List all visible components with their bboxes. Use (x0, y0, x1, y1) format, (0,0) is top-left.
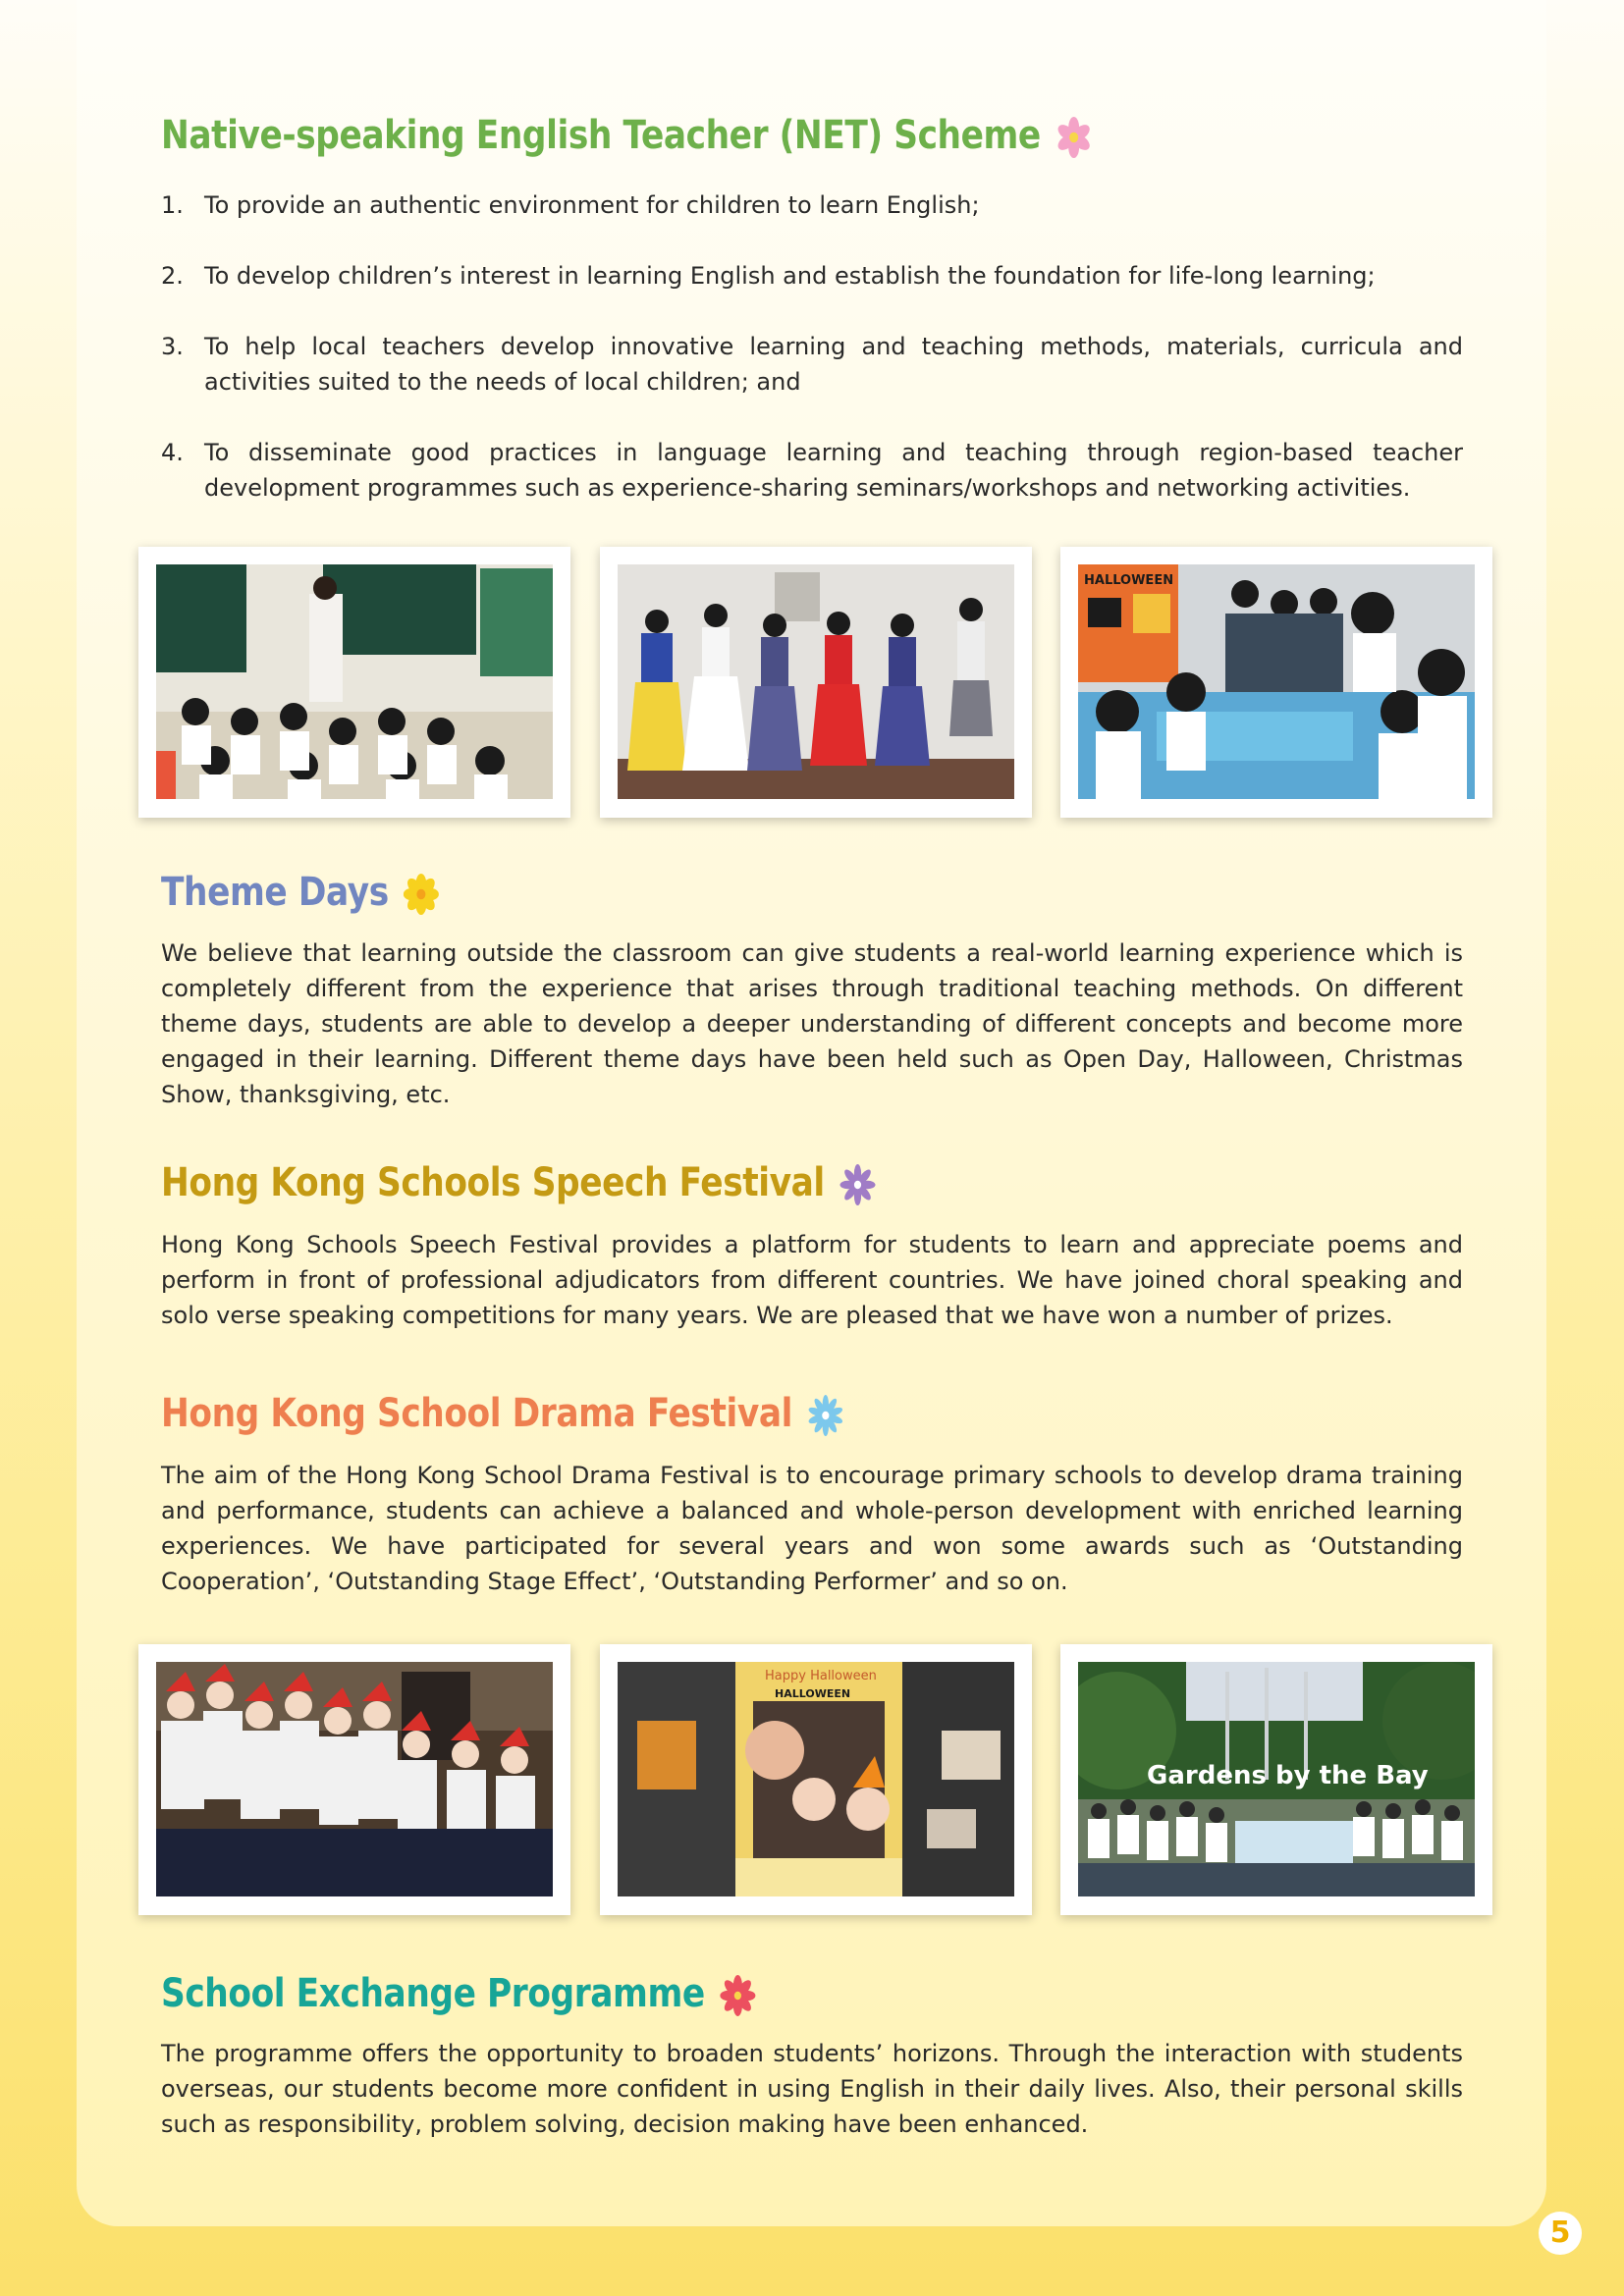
christmas-choir-photo (138, 1644, 570, 1915)
classroom-photo (138, 547, 570, 818)
net-objectives-list (161, 187, 1463, 506)
list-item (161, 258, 1463, 294)
list-item (161, 435, 1463, 506)
yellow-flower-icon (404, 874, 439, 915)
gardens-by-the-bay-photo (1060, 1644, 1492, 1915)
speech-festival-body: Hong Kong Schools Speech Festival provides a platform for students to learn and appreciate poems and perform in front of professional adjudicators from different countries. We have joined choral speaking and solo verse speaking competitions for many years. We are pleased that we have won a number of prizes. (161, 1231, 1463, 1329)
exchange-programme-body: The programme offers the opportunity to broaden students’ horizons. Through the interaction with students overseas, our students become more confident in using English in their daily lives. Also, their personal skills such as responsibility, problem solving, decision making have been enhanced. (161, 2040, 1463, 2138)
net-scheme-title-text: Native-speaking English Teacher (NET) Scheme (161, 113, 1041, 158)
drama-festival-title-text: Hong Kong School Drama Festival (161, 1391, 792, 1436)
list-item-number: 1. (161, 191, 184, 219)
purple-flower-icon (839, 1164, 875, 1205)
page-number: 5 (1539, 2212, 1582, 2255)
stage-performance-photo (600, 547, 1032, 818)
list-item (161, 329, 1463, 400)
frame-mid-text: HALLOWEEN (775, 1687, 851, 1700)
halloween-frame-photo (600, 1644, 1032, 1915)
list-item-text: To disseminate good practices in language learning and teaching through region-based teacher development programmes such as experience-sharing seminars/workshops and networking activities. (204, 439, 1463, 502)
drama-festival-title (161, 1391, 843, 1436)
exchange-programme-title-text: School Exchange Programme (161, 1971, 705, 2016)
list-item-number: 4. (161, 439, 184, 466)
gardens-sign-text: Gardens by the Bay (1147, 1761, 1429, 1790)
list-item-text: To develop children’s interest in learning English and establish the foundation for life-long learning; (204, 262, 1376, 290)
exchange-programme-title (161, 1971, 755, 2016)
pink-flower-icon (1056, 117, 1091, 158)
frame-top-text: Happy Halloween (765, 1669, 877, 1683)
list-item-number: 3. (161, 333, 184, 360)
red-flower-icon (720, 1975, 755, 2016)
list-item-text: To provide an authentic environment for children to learn English; (204, 191, 980, 219)
list-item (161, 187, 1463, 223)
speech-festival-title-text: Hong Kong Schools Speech Festival (161, 1160, 825, 1205)
speech-festival-title (161, 1160, 875, 1205)
halloween-booth-photo (1060, 547, 1492, 818)
theme-days-body: We believe that learning outside the classroom can give students a real-world learning experience which is completely different from the experience that arises through traditional teaching methods. On different theme days, students are able to develop a deeper understanding of different concepts and become more engaged in their learning. Different theme days have been held such as Open Day, Halloween, Christmas Show, thanksgiving, etc. (161, 939, 1463, 1108)
drama-festival-body: The aim of the Hong Kong School Drama Festival is to encourage primary schools to develop drama training and performance, students can achieve a balanced and whole-person development with enriched learning experiences. We have participated for several years and won some awards such as ‘Outstanding Cooperation’, ‘Outstanding Stage Effect’, ‘Outstanding Performer’ and so on. (161, 1462, 1463, 1595)
theme-days-title (161, 870, 439, 915)
list-item-text: To help local teachers develop innovative learning and teaching methods, materials, curricula and activities suited to the needs of local children; and (204, 333, 1463, 396)
net-scheme-title (161, 113, 1091, 158)
halloween-sign-text: HALLOWEEN (1084, 573, 1174, 588)
theme-days-title-text: Theme Days (161, 870, 389, 915)
blue-flower-icon (807, 1395, 842, 1436)
list-item-number: 2. (161, 262, 184, 290)
